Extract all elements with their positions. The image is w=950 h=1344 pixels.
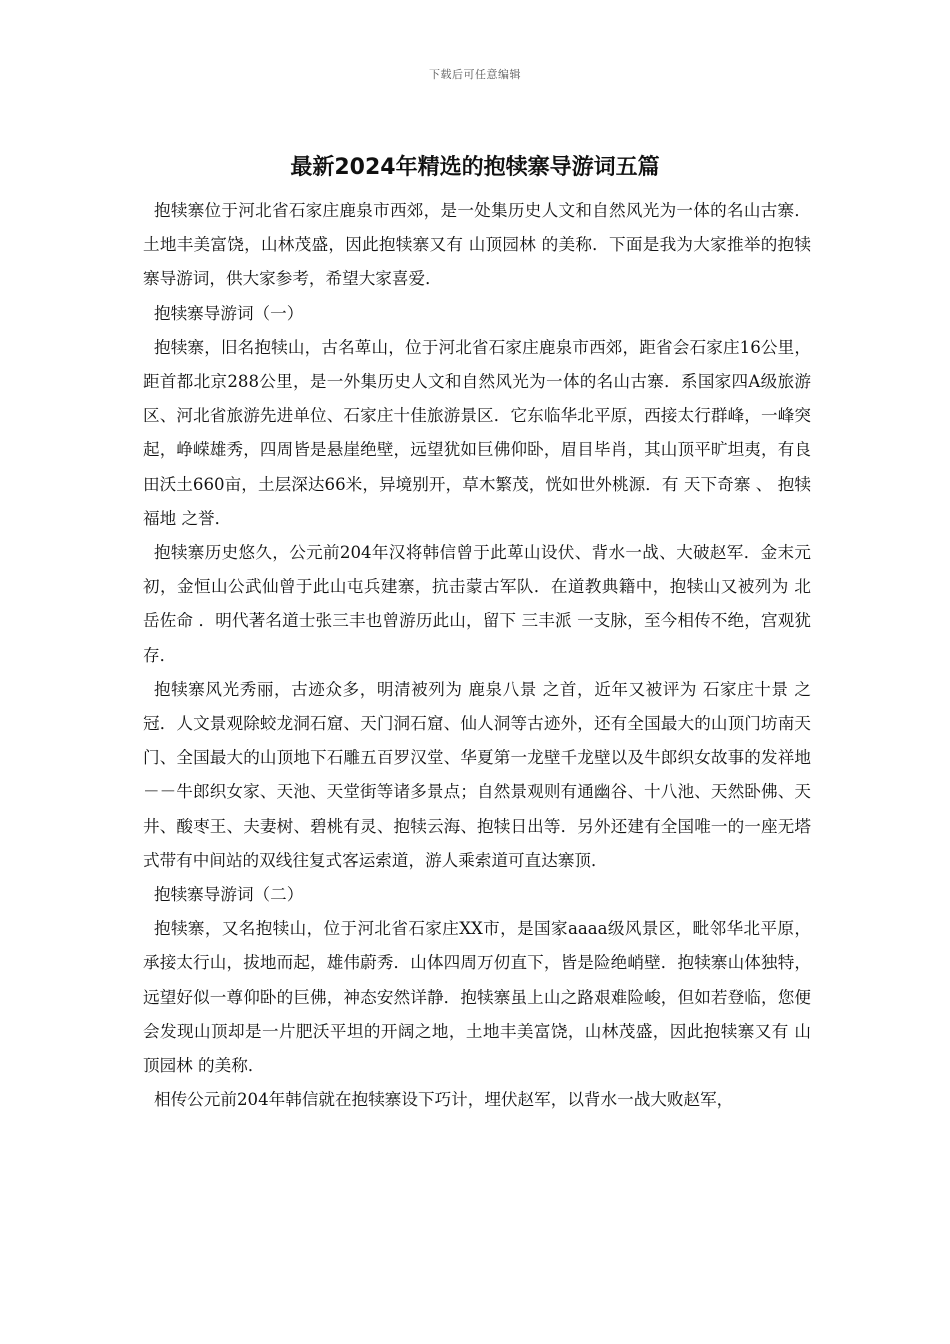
intro-paragraph: 抱犊寨位于河北省石家庄鹿泉市西郊，是一处集历史人文和自然风光为一体的名山古寨．土地丰美富饶，山林茂盛，因此抱犊寨又有 山顶园林 的美称．下面是我为大家推举的抱犊寨导游词，供大家参考，希望大家喜爱． [143,201,811,289]
body-paragraph: 抱犊寨风光秀丽，古迹众多，明清被列为 鹿泉八景 之首，近年又被评为 石家庄十景 之冠．人文景观除蛟龙洞石窟、天门洞石窟、仙人洞等古迹外，还有全国最大的山顶门坊南天门、全国最大的山顶地下石雕五百罗汉堂、华夏第一龙壁千龙壁以及牛郎织女故事的发祥地－－牛郎织女家、天池、天堂街等诸多景点；自然景观则有通幽谷、十八池、天然卧佛、天井、酸枣王、夫妻树、碧桃有灵、抱犊云海、抱犊日出等．另外还建有全国唯一的一座无塔式带有中间站的双线往复式客运索道，游人乘索道可直达寨顶． [143,679,811,870]
section-heading-2: 抱犊寨导游词（二） [154,885,304,905]
document-title: 最新2024年精选的抱犊寨导游词五篇 [290,155,660,180]
body-paragraph: 抱犊寨历史悠久，公元前204年汉将韩信曾于此萆山设伏、背水一战、大破赵军．金末元初，金恒山公武仙曾于此山屯兵建寨，抗击蒙古军队．在道教典籍中，抱犊山又被列为 北岳佐命 ．明代著名道士张三丰也曾游历此山，留下 三丰派 一支脉，至今相传不绝，宫观犹存． [143,543,811,665]
body-paragraph: 抱犊寨，旧名抱犊山，古名萆山，位于河北省石家庄鹿泉市西郊，距省会石家庄16公里，距首都北京288公里，是一外集历史人文和自然风光为一体的名山古寨．系国家四A级旅游区、河北省旅游先进单位、石家庄十佳旅游景区．它东临华北平原，西接太行群峰，一峰突起，峥嵘雄秀，四周皆是悬崖绝壁，远望犹如巨佛仰卧，眉目毕肖，其山顶平旷坦夷，有良田沃土660亩，土层深达66米，异境别开，草木繁茂，恍如世外桃源．有 天下奇寨 、 抱犊福地 之誉． [143,337,811,528]
section-heading-1: 抱犊寨导游词（一） [154,303,304,323]
body-paragraph: 相传公元前204年韩信就在抱犊寨设下巧计，埋伏赵军，以背水一战大败赵军， [154,1090,734,1110]
document-body [143,194,811,1117]
body-paragraph: 抱犊寨，又名抱犊山，位于河北省石家庄XX市，是国家aaaa级风景区，毗邻华北平原，承接太行山，拔地而起，雄伟蔚秀．山体四周万仞直下，皆是险绝峭壁．抱犊寨山体独特，远望好似一尊仰卧的巨佛，神态安然详静．抱犊寨虽上山之路艰难险峻，但如若登临，您便会发现山顶却是一片肥沃平坦的开阔之地，土地丰美富饶，山林茂盛，因此抱犊寨又有 山顶园林 的美称． [143,919,811,1076]
page-header: 下载后可任意编辑 [429,68,521,81]
